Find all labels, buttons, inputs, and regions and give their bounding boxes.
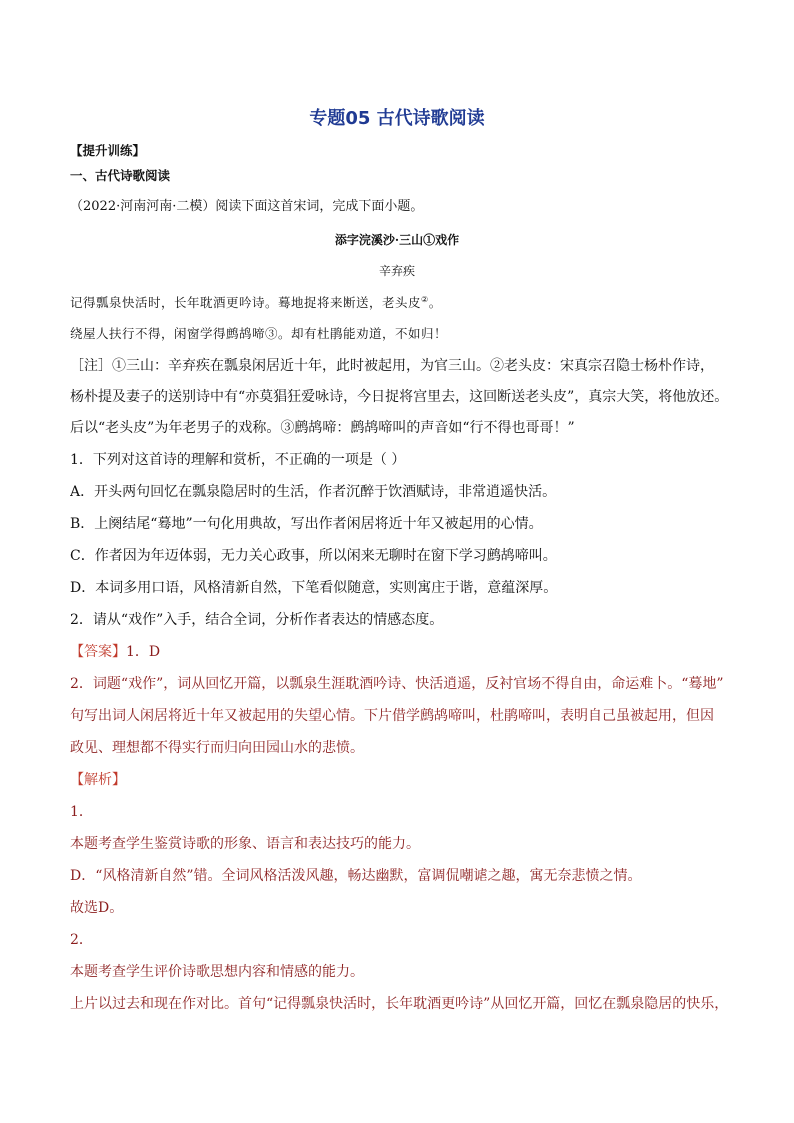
answer-1: 1．D bbox=[126, 644, 161, 660]
analysis-line: D．“风格清新自然”错。全词风格活泼风趣，畅达幽默，富调侃嘲谑之趣，寓无奈悲愤之情。 bbox=[70, 868, 642, 884]
answer-2-line: 2．词题“戏作”，词从回忆开篇，以瓢泉生涯耽酒吟诗、快活逍遥，反衬官场不得自由，命运难卜。“蓦地” bbox=[70, 676, 724, 692]
intro-text: （2022·河南河南·二模）阅读下面这首宋词，完成下面小题。 bbox=[70, 199, 424, 214]
answer-row bbox=[70, 642, 754, 662]
section-heading: 一、古代诗歌阅读 bbox=[70, 168, 171, 183]
analysis-label: 【解析】 bbox=[70, 772, 126, 788]
analysis-line: 1． bbox=[70, 804, 93, 820]
analysis-line: 2． bbox=[70, 932, 93, 948]
poem-line-1-end: 。 bbox=[428, 295, 442, 310]
page-title: 专题05 古代诗歌阅读 bbox=[309, 108, 485, 129]
answer-label: 【答案】 bbox=[70, 644, 126, 660]
question-1-option-d: D．本词多用口语，风格清新自然，下笔看似随意，实则寓庄于谐，意蕴深厚。 bbox=[70, 580, 558, 596]
answer-2-line: 句写出词人闲居将近十年又被起用的失望心情。下片借学鹧鸪啼叫，杜鹃啼叫，表明自己虽被起用，但因 bbox=[70, 708, 714, 724]
answer-2-line: 政见、理想都不得实行而归向田园山水的悲愤。 bbox=[70, 740, 364, 756]
analysis-line: 上片以过去和现在作对比。首句“记得瓢泉快活时，长年耽酒更吟诗”从回忆开篇，回忆在瓢泉隐居的快乐， bbox=[70, 996, 729, 1012]
analysis-line: 本题考查学生鉴赏诗歌的形象、语言和表达技巧的能力。 bbox=[70, 836, 420, 852]
analysis-line: 故选D。 bbox=[70, 900, 124, 916]
poem-author: 辛弃疾 bbox=[378, 264, 415, 278]
note-line: 后以“老头皮”为年老男子的戏称。③鹧鸪啼：鹧鸪啼叫的声音如“行不得也哥哥！” bbox=[70, 420, 575, 436]
poem-line-1 bbox=[70, 293, 754, 311]
section-tag: 【提升训练】 bbox=[70, 143, 146, 158]
question-1-option-a: A．开头两句回忆在瓢泉隐居时的生活，作者沉醉于饮酒赋诗，非常逍遥快活。 bbox=[70, 484, 557, 500]
footnote-marker: ② bbox=[421, 294, 429, 304]
poem-title: 添字浣溪沙·三山①戏作 bbox=[334, 233, 460, 247]
question-1-option-c: C．作者因为年迈体弱，无力关心政事，所以闲来无聊时在窗下学习鹧鸪啼叫。 bbox=[70, 548, 557, 564]
note-line: 杨朴提及妻子的送别诗中有“亦莫猖狂爱咏诗，今日捉将宫里去，这回断送老头皮”，真宗大笑，将他放还。 bbox=[70, 389, 729, 405]
poem-line-2: 绕屋人扶行不得，闲窗学得鹧鸪啼③。却有杜鹃能劝道，不如归！ bbox=[70, 326, 448, 341]
question-1-stem: 1．下列对这首诗的理解和赏析，不正确的一项是（ ） bbox=[70, 452, 406, 468]
analysis-line: 本题考查学生评价诗歌思想内容和情感的能力。 bbox=[70, 964, 364, 980]
note-line: ［注］①三山：辛弃疾在瓢泉闲居近十年，此时被起用，为官三山。②老头皮：宋真宗召隐士杨朴作诗， bbox=[70, 358, 714, 374]
question-2-stem: 2．请从“戏作”入手，结合全词，分析作者表达的情感态度。 bbox=[70, 612, 444, 628]
question-1-option-b: B．上阕结尾“蓦地”一句化用典故，写出作者闲居将近十年又被起用的心情。 bbox=[70, 516, 543, 532]
poem-line-1-text: 记得瓢泉快活时，长年耽酒更吟诗。蓦地捉将来断送，老头皮 bbox=[70, 295, 422, 310]
